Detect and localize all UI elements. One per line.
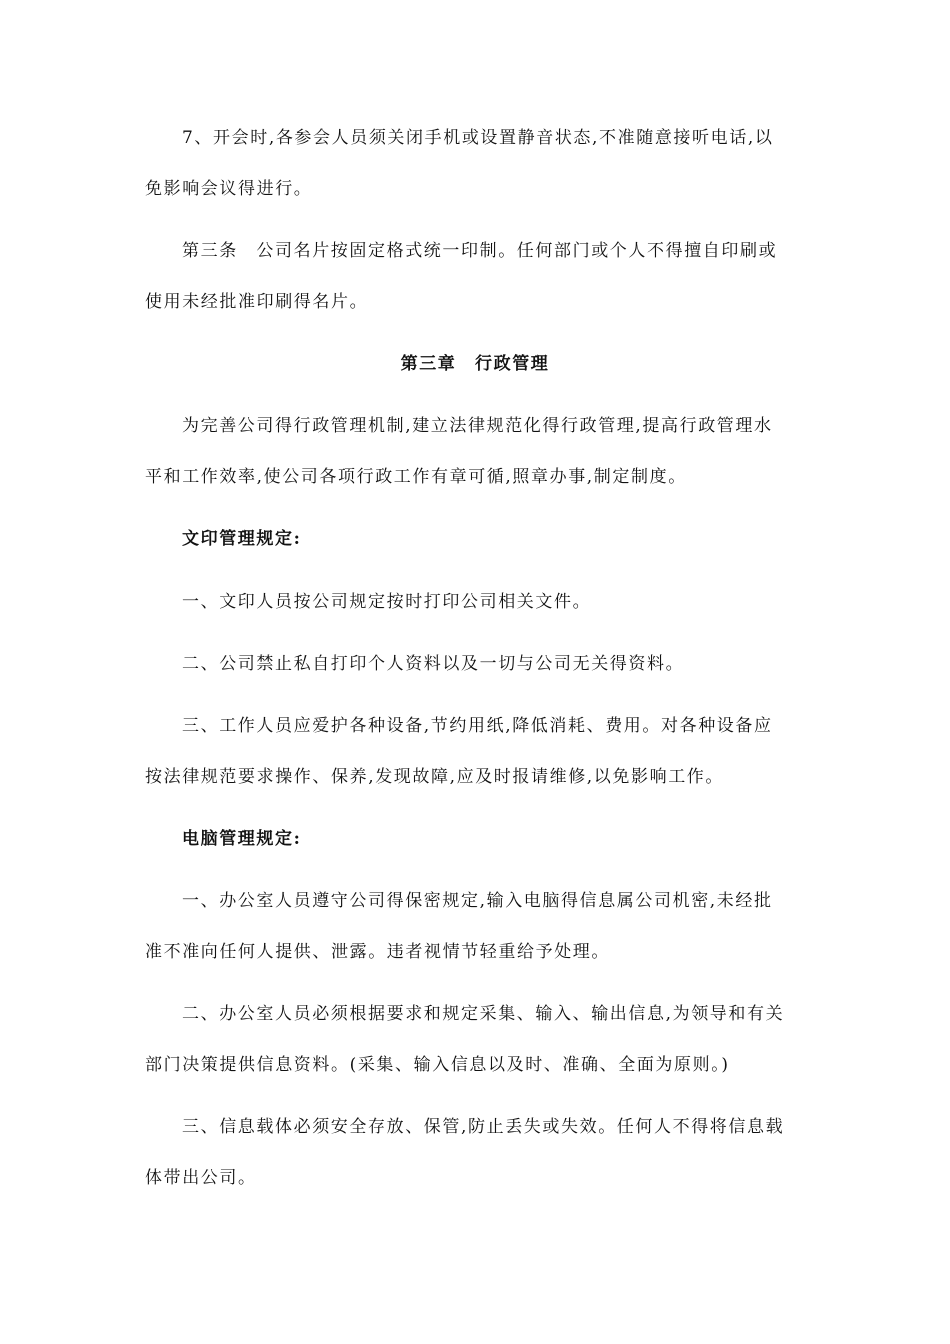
article-paragraph-line: 使用未经批准印刷得名片。 <box>145 292 369 312</box>
list-item: 三、工作人员应爱护各种设备,节约用纸,降低消耗、费用。对各种设备应 <box>182 716 773 736</box>
list-item-continuation: 准不准向任何人提供、泄露。违者视情节轻重给予处理。 <box>145 942 610 962</box>
section-title-diannao: 电脑管理规定: <box>182 829 302 849</box>
list-item-continuation: 体带出公司。 <box>145 1168 257 1188</box>
intro-paragraph-line: 为完善公司得行政管理机制,建立法律规范化得行政管理,提高行政管理水 <box>182 416 773 436</box>
list-item: 二、公司禁止私自打印个人资料以及一切与公司无关得资料。 <box>182 654 685 674</box>
intro-paragraph-line: 平和工作效率,使公司各项行政工作有章可循,照章办事,制定制度。 <box>145 467 687 487</box>
paragraph-line: 7、开会时,各参会人员须关闭手机或设置静音状态,不准随意接听电话,以 <box>182 128 774 148</box>
section-title-wenyin: 文印管理规定: <box>182 529 302 549</box>
chapter-title: 第三章 行政管理 <box>400 354 550 374</box>
list-item: 一、文印人员按公司规定按时打印公司相关文件。 <box>182 592 592 612</box>
paragraph-line: 免影响会议得进行。 <box>145 179 313 199</box>
list-item-continuation: 按法律规范要求操作、保养,发现故障,应及时报请维修,以免影响工作。 <box>145 767 725 787</box>
list-item: 一、办公室人员遵守公司得保密规定,输入电脑得信息属公司机密,未经批 <box>182 891 773 911</box>
list-item: 二、办公室人员必须根据要求和规定采集、输入、输出信息,为领导和有关 <box>182 1004 785 1024</box>
list-item-continuation: 部门决策提供信息资料。(采集、输入信息以及时、准确、全面为原则。) <box>145 1055 730 1075</box>
list-item: 三、信息载体必须安全存放、保管,防止丢失或失效。任何人不得将信息载 <box>182 1117 785 1137</box>
article-paragraph-line: 第三条 公司名片按固定格式统一印制。任何部门或个人不得擅自印刷或 <box>182 241 778 261</box>
